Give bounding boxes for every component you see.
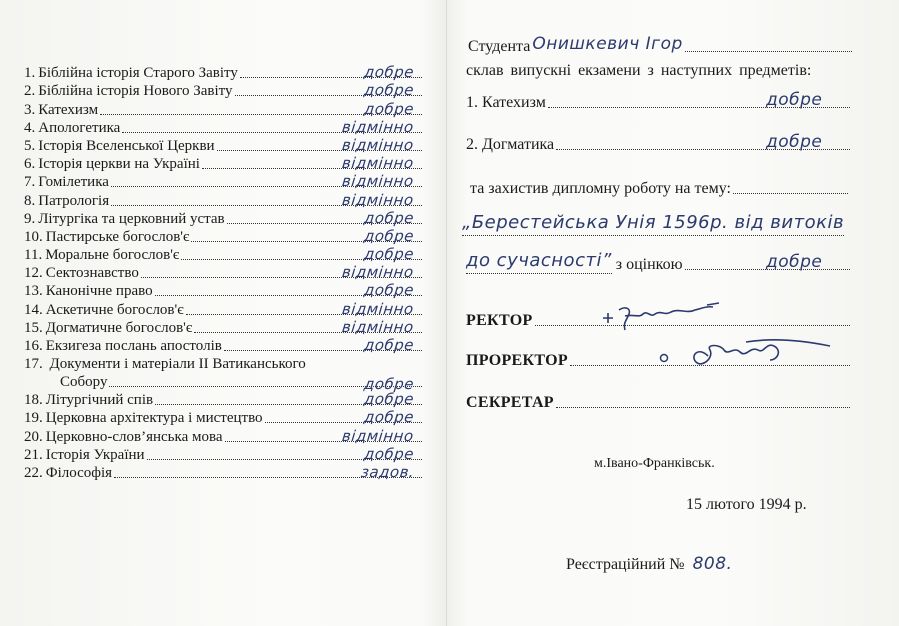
subject-title: Історія України <box>45 446 145 463</box>
exam2-label: 2. Догматика <box>466 136 555 153</box>
subject-row <box>24 191 424 209</box>
subject-grade: відмінно <box>341 117 415 136</box>
student-label: Студента <box>468 38 531 55</box>
subject-grade: відмінно <box>341 426 415 445</box>
subject-title: Догматичне богослов'є <box>45 319 193 336</box>
subject-row <box>24 173 424 191</box>
exam1-label: 1. Катехизм <box>466 94 546 111</box>
subject-grade: добре <box>362 336 415 354</box>
registration-number: 808. <box>692 554 733 574</box>
subject-title: Історія Вселенської Церкви <box>38 137 215 154</box>
thesis-title-2: до сучасності” <box>466 250 612 274</box>
subject-number: 4. <box>24 119 36 136</box>
page-fold <box>446 0 447 626</box>
subject-number: 5. <box>24 137 36 154</box>
student-name: Онишкевич Ігор <box>532 34 683 54</box>
subject-title: Канонічне право <box>45 283 153 300</box>
subject-row <box>24 100 424 118</box>
subject-title: Патрологія <box>38 192 110 209</box>
student-line <box>468 36 854 56</box>
subject-number: 10. <box>24 228 43 245</box>
subject-grade: добре <box>362 281 415 300</box>
subject-title-cont: Собору <box>60 374 108 390</box>
thesis-title-line1 <box>462 212 862 236</box>
subject-row <box>24 137 424 155</box>
subject-grade: добре <box>362 444 415 463</box>
subject-title: Сектознавство <box>45 265 139 282</box>
registration-line <box>566 554 732 574</box>
exam2-grade: добре <box>766 132 823 152</box>
secretary-line <box>466 394 852 412</box>
subject-row <box>24 391 424 409</box>
subject-grade: відмінно <box>341 299 415 318</box>
subject-grade: відмінно <box>341 135 415 154</box>
subject-row <box>24 82 424 100</box>
subject-grade: відмінно <box>341 172 415 191</box>
subject-title: Документи і матеріали ІІ Ватиканського <box>49 356 306 372</box>
date: 15 лютого 1994 р. <box>686 496 807 513</box>
subject-number: 6. <box>24 156 36 173</box>
subject-row <box>24 355 424 391</box>
subject-grade: задов. <box>359 462 415 481</box>
subject-title: Пастирське богослов'є <box>45 228 190 245</box>
grade-label: з оцінкою <box>615 256 683 273</box>
subject-row <box>24 319 424 337</box>
subject-title: Моральне богослов'є <box>45 247 180 264</box>
thesis-title-line2 <box>466 250 852 274</box>
subject-title: Філософія <box>45 464 113 481</box>
exams-intro <box>466 62 866 80</box>
subject-row <box>24 464 424 482</box>
subject-grade: добре <box>362 245 415 264</box>
subject-grade: відмінно <box>341 190 415 209</box>
subject-number: 12. <box>24 265 43 282</box>
subject-row <box>24 155 424 173</box>
subject-grade: відмінно <box>341 154 415 173</box>
subject-number: 11. <box>24 247 43 264</box>
subject-title: Аскетичне богослов'є <box>45 301 184 318</box>
subject-title: Екзигеза послань апостолів <box>45 338 222 354</box>
exam-row-1 <box>466 90 852 112</box>
subject-grade: добре <box>362 99 415 118</box>
subject-row <box>24 282 424 300</box>
subject-number: 8. <box>24 192 36 209</box>
subject-row <box>24 228 424 246</box>
subject-row <box>24 300 424 318</box>
subject-grade: добре <box>362 390 415 409</box>
thesis-intro <box>470 180 850 198</box>
registration-label: Реєстраційний № <box>566 556 685 573</box>
subject-number: 18. <box>24 392 43 409</box>
subject-list <box>24 64 424 482</box>
thesis-grade: добре <box>766 252 823 272</box>
subject-number: 13. <box>24 283 43 300</box>
subject-grade: відмінно <box>341 263 415 282</box>
subject-grade: добре <box>362 375 415 393</box>
prorector-signature <box>650 332 850 376</box>
subject-title: Літургіка та церковний устав <box>38 210 225 227</box>
subject-row <box>24 210 424 228</box>
subject-number: 16. <box>24 338 43 354</box>
rector-label: РЕКТОР <box>466 312 533 329</box>
subject-row <box>24 337 424 355</box>
dotted-line <box>685 50 852 52</box>
subject-title: Гомілетика <box>38 174 109 191</box>
city-line <box>594 456 715 472</box>
subject-grade: відмінно <box>341 317 415 336</box>
subject-title: Церковно-слов’янська мова <box>45 428 223 445</box>
exams-text: склав випускні екзамени з наступних предметів: <box>466 62 812 79</box>
subject-number: 7. <box>24 174 36 191</box>
dotted-line <box>733 192 848 194</box>
subject-title: Літургічний спів <box>45 392 154 409</box>
subject-title: Катехизм <box>38 101 99 118</box>
subject-row <box>24 446 424 464</box>
city: м.Івано-Франківськ. <box>594 456 715 471</box>
subject-number: 19. <box>24 410 43 427</box>
exam1-grade: добре <box>766 90 823 110</box>
subject-title: Біблійна історія Старого Завіту <box>38 65 238 82</box>
subject-title: Апологетика <box>38 119 121 136</box>
subject-row <box>24 246 424 264</box>
prorector-label: ПРОРЕКТОР <box>466 352 568 369</box>
exam-row-2 <box>466 132 852 154</box>
subject-number: 20. <box>24 428 43 445</box>
subject-row <box>24 264 424 282</box>
subject-number: 2. <box>24 83 36 100</box>
date-line <box>686 496 807 514</box>
subject-number: 17. <box>24 356 43 372</box>
subject-grade: добре <box>362 408 415 427</box>
subject-number: 9. <box>24 210 36 227</box>
subject-grade: добре <box>362 208 415 227</box>
subject-row <box>24 427 424 445</box>
thesis-label: та захистив дипломну роботу на тему: <box>470 180 731 197</box>
secretary-label: СЕКРЕТАР <box>466 394 554 411</box>
dotted-line <box>556 406 850 408</box>
subject-row <box>24 64 424 82</box>
subject-title: Церковна архітектура і мистецтво <box>45 410 263 427</box>
subject-title: Біблійна історія Нового Завіту <box>38 83 233 100</box>
subject-number: 3. <box>24 101 36 118</box>
subject-grade: добре <box>362 81 415 100</box>
subject-number: 1. <box>24 65 36 82</box>
subject-row <box>24 119 424 137</box>
subject-grade: добре <box>362 63 415 82</box>
subject-number: 15. <box>24 319 43 336</box>
subject-grade: добре <box>362 226 415 245</box>
subject-title: Історія церкви на Україні <box>38 156 200 173</box>
subject-number: 22. <box>24 464 43 481</box>
thesis-title-1: „Берестейська Унія 1596р. від витоків <box>462 212 844 236</box>
subject-number: 14. <box>24 301 43 318</box>
subject-number: 21. <box>24 446 43 463</box>
subject-row <box>24 409 424 427</box>
